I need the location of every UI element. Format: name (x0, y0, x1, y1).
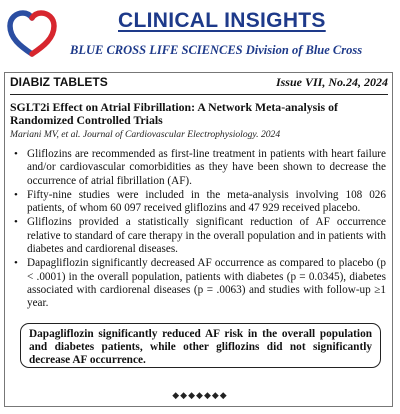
article-title: SGLT2i Effect on Atrial Fibrillation: A Network Meta-analysis of Randomized Controlled Trials (10, 100, 338, 127)
section-divider-line (10, 94, 388, 95)
key-points-list (12, 148, 386, 312)
list-item (12, 257, 386, 310)
conclusion-callout: Dapagliflozin significantly reduced AF risk in the overall population and diabetes patients, while other gliflozins did not significantly decrease AF occurrence. (20, 323, 381, 368)
list-item (12, 216, 386, 256)
citation-year: 2024 (260, 129, 281, 140)
bullet-icon: • (14, 188, 18, 201)
section-bar (5, 75, 393, 89)
issue-label: Issue VII, No.24, 2024 (275, 75, 388, 89)
newsletter-subtitle: BLUE CROSS LIFE SCIENCES Division of Blue Cross (70, 43, 363, 57)
bullet-text: Gliflozins are recommended as first-line treatment in patients with heart failure and/or cardiovascular comorbidities as they have been shown to decrease the occurrence of atrial fibrillation (AF). (27, 148, 386, 187)
bullet-text: Fifty-nine studies were included in the meta-analysis involving 108 026 patients, of whom 60 097 received gliflozins and 47 929 received placebo. (27, 188, 386, 215)
article-citation: Mariani MV, et al. Journal of Cardiovascular Electrophysiology. 2024 (10, 129, 281, 140)
newsletter-title: CLINICAL INSIGHTS (118, 9, 326, 32)
blue-cross-heart-logo (6, 8, 58, 60)
bullet-icon: • (14, 257, 18, 270)
header (0, 0, 400, 66)
citation-authors: Mariani MV, et al. (10, 129, 81, 140)
citation-journal: Journal of Cardiovascular Electrophysiology (82, 129, 257, 140)
product-label: DIABIZ TABLETS (10, 75, 108, 89)
bullet-icon: • (14, 216, 18, 229)
bullet-text: Gliflozins provided a statistically significant reduction of AF occurrence relative to standard of care therapy in the overall population and in patients with diabetes and cardiorenal diseases. (27, 216, 386, 256)
ornament-divider: ◆◆◆◆◆◆◆ (172, 390, 228, 400)
bullet-text: Dapagliflozin significantly decreased AF occurrence as compared to placebo (p < .0001) in the overall population, patients with diabetes (p = 0.0345), diabetes associated with cardiorenal diseases (p = .0063) and studies with follow-up ≥1 year. (27, 257, 386, 310)
bullet-icon: • (14, 148, 18, 160)
list-item (12, 148, 386, 188)
list-item (12, 189, 386, 216)
